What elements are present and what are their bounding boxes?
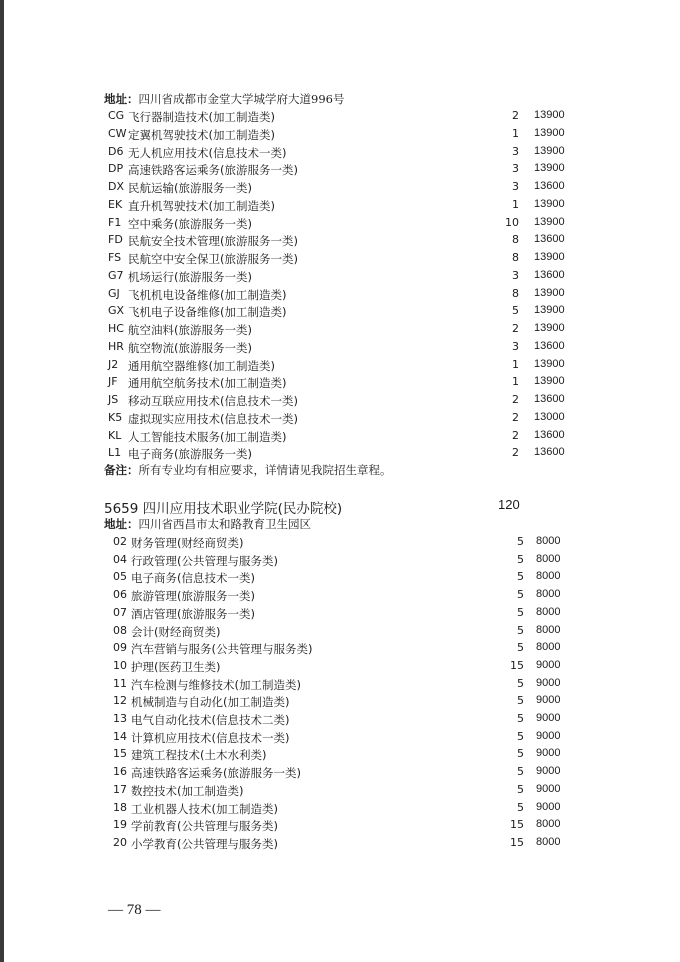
tuition-fee: 13600	[534, 180, 565, 192]
tuition-fee: 13900	[534, 144, 565, 157]
tuition-fee: 13900	[534, 286, 565, 299]
plan-count: 3	[512, 162, 519, 176]
major-code: D6	[108, 144, 124, 158]
tuition-fee: 13900	[534, 109, 565, 121]
address-text: 四川省成都市金堂大学城学府大道996号	[138, 92, 345, 106]
address-line-2	[104, 517, 311, 531]
tuition-fee: 13900	[534, 304, 565, 317]
tuition-fee: 8000	[536, 835, 561, 848]
tuition-fee: 9000	[536, 747, 561, 760]
plan-count: 5	[517, 676, 524, 690]
major-code: JS	[108, 393, 119, 406]
plan-count: 5	[517, 605, 524, 619]
tuition-fee: 9000	[536, 676, 561, 689]
major-code: HC	[108, 322, 124, 335]
major-code: GX	[108, 304, 125, 318]
major-name: 学前教育(公共管理与服务类)	[131, 819, 278, 834]
major-code: 07	[113, 605, 127, 619]
major-code: 08	[113, 623, 127, 637]
major-code: CW	[108, 126, 127, 140]
major-name: 空中乘务(旅游服务一类)	[128, 216, 252, 231]
major-name: 小学教育(公共管理与服务类)	[131, 836, 278, 851]
major-code: JF	[108, 375, 118, 389]
school-header	[104, 497, 342, 517]
plan-count: 15	[510, 658, 524, 672]
plan-count: 10	[505, 215, 519, 229]
major-code: 12	[113, 694, 127, 708]
plan-count: 5	[517, 712, 524, 725]
tuition-fee: 13900	[534, 126, 565, 139]
major-code: 10	[113, 658, 127, 672]
school-total: 120	[498, 497, 520, 512]
tuition-fee: 9000	[536, 800, 561, 813]
tuition-fee: 13900	[534, 375, 565, 388]
plan-count: 3	[512, 144, 519, 158]
tuition-fee: 13000	[534, 410, 565, 423]
plan-count: 3	[512, 268, 519, 282]
major-code: HR	[108, 339, 124, 353]
major-code: 02	[113, 535, 127, 548]
tuition-fee: 8000	[536, 605, 561, 618]
plan-count: 1	[512, 375, 519, 389]
tuition-fee: 13900	[534, 215, 565, 228]
address-label-2: 地址：	[104, 517, 139, 531]
plan-count: 1	[512, 357, 519, 371]
major-name: 飞机电子设备维修(加工制造类)	[128, 305, 287, 320]
major-code: FD	[108, 233, 123, 247]
page-number: — 78 —	[108, 902, 161, 918]
plan-count: 5	[517, 552, 524, 566]
major-name: 民航运输(旅游服务一类)	[128, 181, 252, 195]
major-name: 旅游管理(旅游服务一类)	[131, 589, 255, 604]
major-name: 高速铁路客运乘务(旅游服务一类)	[128, 163, 298, 178]
plan-count: 2	[512, 109, 519, 122]
major-code: G7	[108, 268, 124, 282]
major-code: CG	[108, 109, 125, 122]
major-name: 工业机器人技术(加工制造类)	[131, 801, 278, 816]
major-name: 直升机驾驶技术(加工制造类)	[128, 198, 275, 213]
tuition-fee: 13900	[534, 322, 565, 334]
tuition-fee: 13900	[534, 357, 565, 370]
major-name: 行政管理(公共管理与服务类)	[131, 553, 278, 568]
major-code: L1	[108, 446, 122, 460]
major-name: 航空油料(旅游服务一类)	[128, 323, 252, 337]
major-code: 09	[113, 641, 127, 655]
scan-left-edge	[0, 0, 4, 962]
tuition-fee: 9000	[536, 765, 561, 778]
major-name: 飞机机电设备维修(加工制造类)	[128, 287, 287, 302]
plan-count: 8	[512, 286, 519, 300]
tuition-fee: 13900	[534, 162, 565, 175]
major-name: 高速铁路客运乘务(旅游服务一类)	[131, 766, 301, 781]
major-name: 人工智能技术服务(加工制造类)	[128, 429, 287, 444]
major-name: 民航空中安全保卫(旅游服务一类)	[128, 252, 298, 266]
plan-count: 5	[517, 800, 524, 814]
plan-count: 5	[512, 304, 519, 318]
tuition-fee: 13600	[534, 446, 565, 459]
plan-count: 8	[512, 233, 519, 247]
tuition-fee: 8000	[536, 623, 561, 636]
tuition-fee: 9000	[536, 712, 561, 724]
plan-count: 5	[517, 535, 524, 548]
plan-count: 5	[517, 641, 524, 655]
plan-count: 15	[510, 818, 524, 832]
major-name: 汽车营销与服务(公共管理与服务类)	[131, 642, 313, 657]
major-name: 护理(医药卫生类)	[131, 659, 221, 674]
school-code: 5659	[104, 501, 139, 517]
plan-count: 5	[517, 570, 524, 584]
address-text-2: 四川省西昌市太和路教育卫生园区	[138, 517, 311, 531]
major-name: 通用航空航务技术(加工制造类)	[128, 376, 287, 391]
major-code: 18	[113, 800, 127, 814]
major-code: 04	[113, 552, 127, 566]
major-code: DX	[108, 180, 125, 193]
major-name: 电气自动化技术(信息技术二类)	[131, 713, 290, 727]
major-code: F1	[108, 215, 122, 229]
tuition-fee: 13600	[534, 339, 565, 352]
major-code: 05	[113, 570, 127, 584]
plan-count: 3	[512, 339, 519, 353]
major-name: 民航安全技术管理(旅游服务一类)	[128, 234, 298, 249]
plan-count: 2	[512, 446, 519, 460]
tuition-fee: 8000	[536, 818, 561, 831]
tuition-fee: 13600	[534, 428, 565, 441]
tuition-fee: 13900	[534, 251, 565, 263]
plan-count: 5	[517, 782, 524, 796]
major-name: 酒店管理(旅游服务一类)	[131, 606, 255, 621]
major-code: K5	[108, 410, 123, 424]
plan-count: 5	[517, 765, 524, 779]
tuition-fee: 9000	[536, 658, 561, 671]
tuition-fee: 13600	[534, 233, 565, 246]
tuition-fee: 8000	[536, 552, 561, 565]
tuition-fee: 9000	[536, 729, 561, 742]
major-name: 航空物流(旅游服务一类)	[128, 340, 252, 355]
plan-count: 5	[517, 588, 524, 602]
major-code: FS	[108, 251, 122, 264]
plan-count: 1	[512, 197, 519, 211]
plan-count: 2	[512, 322, 519, 335]
tuition-fee: 9000	[536, 694, 561, 707]
plan-count: 15	[510, 835, 524, 849]
plan-count: 5	[517, 694, 524, 708]
major-name: 定翼机驾驶技术(加工制造类)	[128, 127, 275, 142]
major-name: 会计(财经商贸类)	[131, 624, 221, 639]
major-name: 移动互联应用技术(信息技术一类)	[128, 394, 298, 408]
major-name: 飞行器制造技术(加工制造类)	[128, 110, 275, 124]
major-code: 11	[113, 676, 127, 690]
major-name: 机场运行(旅游服务一类)	[128, 269, 252, 284]
tuition-fee: 13900	[534, 197, 565, 210]
major-name: 汽车检测与维修技术(加工制造类)	[131, 677, 301, 692]
major-name: 建筑工程技术(土木水利类)	[131, 748, 267, 763]
major-name: 通用航空器维修(加工制造类)	[128, 358, 275, 373]
tuition-fee: 9000	[536, 782, 561, 795]
plan-count: 2	[512, 428, 519, 442]
note-line	[104, 463, 392, 477]
major-code: KL	[108, 428, 122, 442]
major-code: 06	[113, 588, 127, 602]
plan-count: 2	[512, 410, 519, 424]
address-label: 地址：	[104, 92, 139, 106]
tuition-fee: 8000	[536, 641, 561, 654]
tuition-fee: 13600	[534, 268, 565, 281]
major-code: 16	[113, 765, 127, 779]
major-name: 无人机应用技术(信息技术一类)	[128, 145, 287, 160]
plan-count: 2	[512, 393, 519, 406]
plan-count: 5	[517, 729, 524, 743]
major-code: 13	[113, 712, 127, 725]
major-name: 数控技术(加工制造类)	[131, 783, 244, 798]
major-name: 财务管理(财经商贸类)	[131, 536, 244, 550]
tuition-fee: 8000	[536, 588, 561, 601]
major-name: 机械制造与自动化(加工制造类)	[131, 695, 290, 710]
major-code: 19	[113, 818, 127, 832]
plan-count: 5	[517, 623, 524, 637]
major-code: EK	[108, 197, 123, 211]
major-name: 计算机应用技术(信息技术一类)	[131, 730, 290, 745]
plan-count: 8	[512, 251, 519, 264]
plan-count: 3	[512, 180, 519, 193]
tuition-fee: 8000	[536, 535, 561, 547]
major-code: 20	[113, 835, 127, 849]
major-code: GJ	[108, 286, 120, 300]
major-name: 电子商务(信息技术一类)	[131, 571, 255, 586]
major-name: 虚拟现实应用技术(信息技术一类)	[128, 411, 298, 426]
major-code: DP	[108, 162, 124, 176]
note-text: 所有专业均有相应要求，详情请见我院招生章程。	[138, 463, 392, 477]
major-code: 15	[113, 747, 127, 761]
tuition-fee: 13600	[534, 393, 565, 405]
major-code: J2	[108, 357, 119, 371]
major-code: 17	[113, 782, 127, 796]
address-line	[104, 92, 344, 106]
tuition-fee: 8000	[536, 570, 561, 583]
school-name: 四川应用技术职业学院(民办院校)	[142, 501, 343, 517]
plan-count: 5	[517, 747, 524, 761]
major-name: 电子商务(旅游服务一类)	[128, 447, 252, 462]
major-code: 14	[113, 729, 127, 743]
note-label: 备注：	[104, 463, 139, 477]
plan-count: 1	[512, 126, 519, 140]
